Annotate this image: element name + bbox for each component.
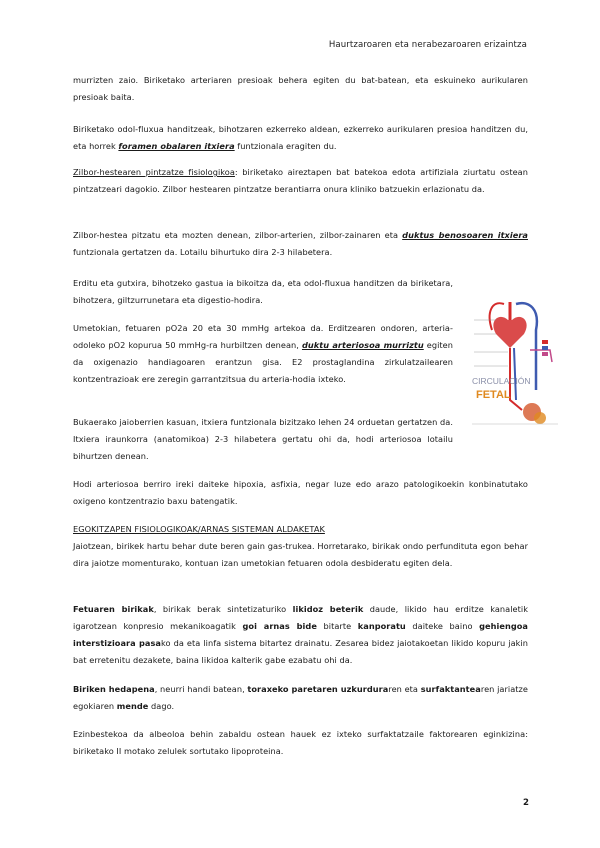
emphasis-term: duktus benosoaren itxiera — [402, 230, 529, 240]
text: bitarte — [316, 621, 358, 631]
legend-swatch — [542, 352, 548, 356]
text: funtzionala eragiten du. — [234, 141, 337, 151]
paragraph — [73, 275, 453, 309]
text: Zilbor-hestea pitzatu eta mozten denean, zilbor-arterien, zilbor-zainaren eta — [73, 230, 403, 240]
text: egiten da oxigenazio handiagoaren erantzun gisa. E2 prostaglandina zirkulatzailearen kontzentrazioak ere zeregin garrantzitsua du arteria-hodia ixteko. — [73, 340, 453, 384]
text: , neurri handi batean, — [154, 684, 248, 694]
paragraph — [73, 121, 528, 155]
paragraph — [73, 726, 528, 760]
bold-term: likidoz beterik — [292, 604, 364, 614]
bold-term: toraxeko paretaren uzkurdura — [247, 684, 389, 694]
text: Ezinbestekoa da albeoloa behin zabaldu ostean hauek ez ixteko surfaktatzaile faktorearen eginkizina: biriketako II motako zelulek sortutako lipoproteina. — [73, 729, 528, 756]
paragraph — [73, 164, 528, 198]
section-heading-text: EGOKITZAPEN FISIOLOGIKOAK/ARNAS SISTEMAN ALDAKETAK — [73, 524, 325, 534]
text: Erditu eta gutxira, bihotzeko gastua ia bikoitza da, eta odol-fluxua handitzen da biriketara, bihotzera, giltzurrunetara eta digestio-hodira. — [73, 278, 453, 305]
paragraph — [73, 601, 528, 669]
text: murrizten zaio. Biriketako arteriaren presioak behera egiten du bat-batean, eta eskuineko aurikularen presioak baita. — [73, 75, 528, 102]
text: Jaiotzean, birikek hartu behar dute beren gain gas-trukea. Horretarako, birikak ondo perfundituta egon behar dira jaiotze momenturako, kontuan izan umetokian fetuaren odola desbideratu egiten dela. — [73, 541, 528, 568]
bold-term: kanporatu — [357, 621, 406, 631]
section-heading — [73, 521, 528, 538]
paragraph — [73, 72, 528, 106]
text: Hodi arteriosoa berriro ireki daiteke hipoxia, asfixia, negar luze edo arazo patologikoekin konbinatutako oxigeno kontzentrazio baxu batengatik. — [73, 479, 528, 506]
text: daiteke baino — [405, 621, 480, 631]
fetal-circulation-figure — [470, 290, 560, 430]
text: Bukaerako jaioberrien kasuan, itxiera funtzionala bizitzako lehen 24 orduetan gertatzen da. Itxiera iraunkorra (anatomikoa) 2-3 hilabetera gertatu ohi da, hodi arteriosoa lotailu bihurtzen denean. — [73, 417, 453, 461]
legend-swatch — [542, 346, 548, 350]
text: ren eta — [388, 684, 421, 694]
text: Biriketako odol-fluxua handitzeak, bihotzaren ezkerreko aldean, ezkerreko aurikularen presioa handitzen du, eta horrek — [73, 124, 528, 151]
figure-logo-text: CIRCULACIÓN — [472, 376, 531, 386]
ductus-line — [530, 350, 552, 362]
bold-term: surfaktantea — [420, 684, 481, 694]
text: daude, likido hau erditze kanaletik igarotzean konpresio mekanikoagatik — [73, 604, 529, 631]
figure-logo-text-2: FETAL — [476, 389, 511, 401]
text: , birikak berak sintetizaturiko — [153, 604, 293, 614]
paragraph — [73, 414, 453, 465]
underlined-term: Zilbor-hestearen pintzatze fisiologikoa — [73, 167, 235, 177]
paragraph — [73, 476, 528, 510]
placenta-shape — [534, 412, 546, 424]
bold-term: gehiengoa interstizioara pasa — [73, 621, 528, 648]
paragraph — [73, 681, 528, 715]
emphasis-term: foramen obalaren itxiera — [118, 141, 235, 151]
text: ko da eta linfa sistema bitartez drainatu. Zesarea bidez jaiotakoetan likido kopuru jakin bat erretenitu dezakete, baina likidoa kalterik gabe ezabatu ohi da. — [73, 638, 528, 665]
bold-term: Biriken hedapena — [73, 684, 155, 694]
running-header: Haurtzaroaren eta nerabezaroaren erizaintza — [328, 40, 527, 50]
bold-term: Fetuaren birikak — [73, 604, 154, 614]
bold-term: mende — [116, 701, 149, 711]
heart-shape — [493, 317, 526, 348]
paragraph — [73, 538, 528, 572]
paragraph — [73, 227, 528, 261]
page-number: 2 — [523, 798, 529, 808]
paragraph — [73, 320, 453, 388]
text: Umetokian, fetuaren pO2a 20 eta 30 mmHg artekoa da. Erditzearen ondoren, arteria-odoleko pO2 kopurua 50 mmHg-ra hurbiltzen denean, — [73, 323, 453, 350]
ivc-line — [514, 348, 516, 400]
text: : biriketako aireztapen bat batekoa edota artifiziala ziurtatu ostean pintzatzeari dagokio. Zilbor hestearen pintzatze berantiarra onura kliniko batzuekin erlazionatu da. — [73, 167, 528, 194]
bold-term: goi arnas bide — [242, 621, 317, 631]
text: ren jariatze egokiaren — [73, 684, 528, 711]
text: funtzionala gertatzen da. Lotailu bihurtuko dira 2-3 hilabetera. — [73, 247, 333, 257]
legend-swatch — [542, 340, 548, 344]
text: dago. — [148, 701, 175, 711]
emphasis-term: duktu arteriosoa murriztu — [301, 340, 424, 350]
